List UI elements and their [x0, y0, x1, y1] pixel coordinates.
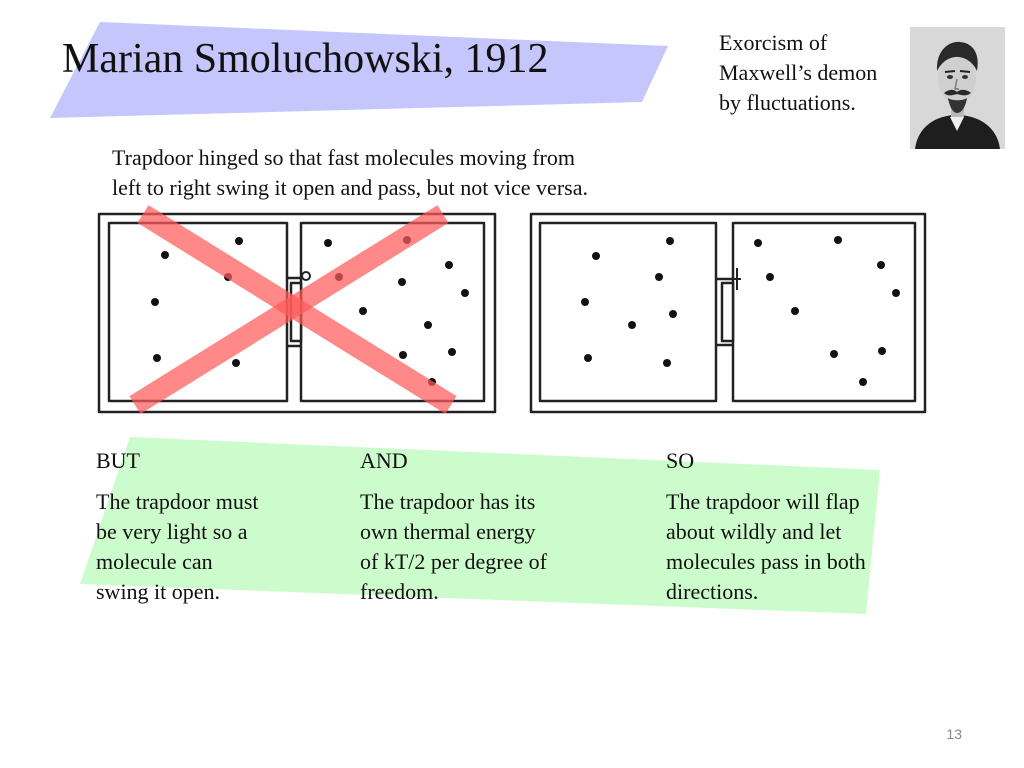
column-heading: BUT	[96, 448, 140, 473]
side-note-line: Maxwell’s demon	[719, 60, 878, 85]
cross-out-mark	[135, 214, 451, 405]
column-line: be very light so a	[96, 519, 248, 544]
column-line: The trapdoor will flap	[666, 489, 860, 514]
column-heading: AND	[360, 448, 408, 473]
column-heading: SO	[666, 448, 695, 473]
column-line: swing it open.	[96, 579, 221, 604]
column-line: The trapdoor has its	[360, 489, 536, 514]
column-line: freedom.	[360, 579, 439, 604]
column-line: molecules pass in both	[666, 549, 866, 574]
side-note-line: by fluctuations.	[719, 90, 856, 115]
molecules-right	[581, 236, 900, 386]
page-number: 13	[946, 726, 962, 742]
column-line: of kT/2 per degree of	[360, 549, 547, 574]
column-but	[96, 446, 259, 607]
column-line: The trapdoor must	[96, 489, 259, 514]
column-line: about wildly and let	[666, 519, 842, 544]
slide-title: Marian Smoluchowski, 1912	[62, 36, 549, 82]
caption-line: left to right swing it open and pass, but not vice versa.	[112, 175, 588, 200]
caption-line: Trapdoor hinged so that fast molecules moving from	[112, 145, 575, 170]
column-so	[666, 446, 866, 607]
column-line: own thermal energy	[360, 519, 536, 544]
column-line: directions.	[666, 579, 759, 604]
side-note-line: Exorcism of	[719, 30, 828, 55]
column-and	[360, 446, 547, 607]
column-line: molecule can	[96, 549, 213, 574]
